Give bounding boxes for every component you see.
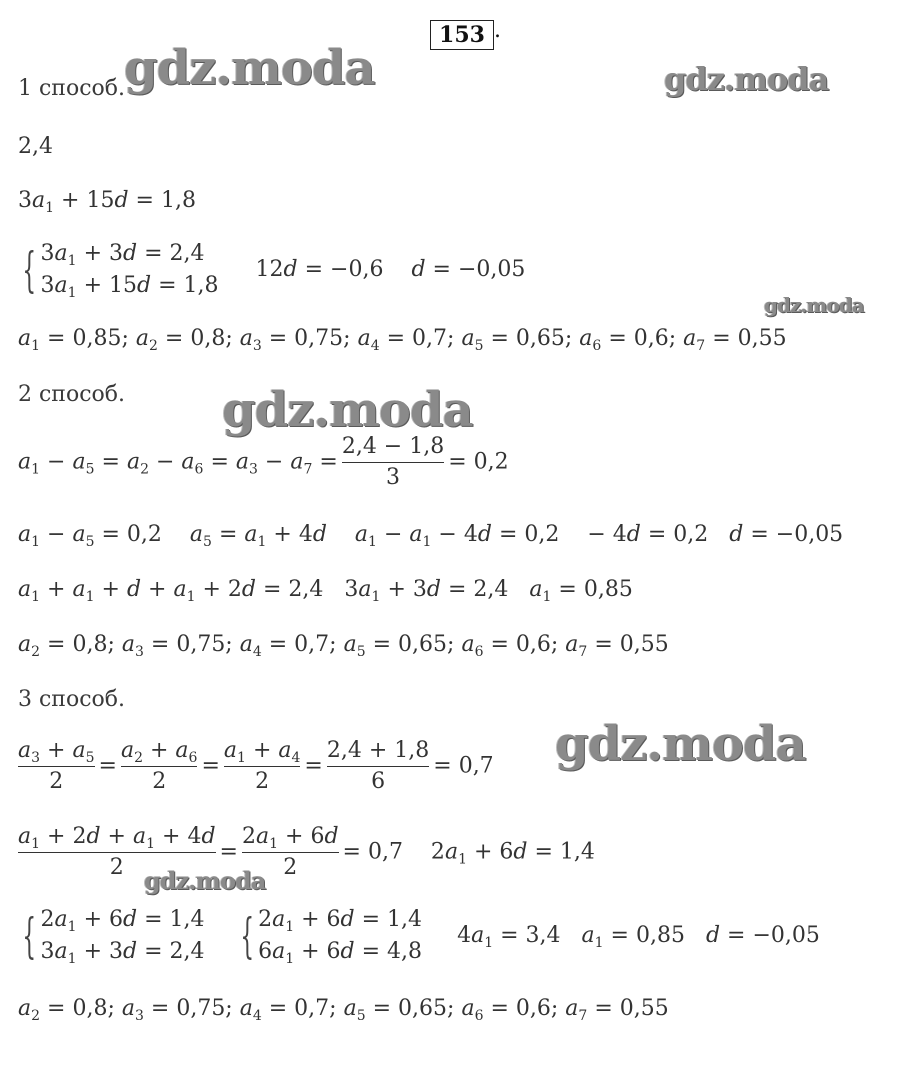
math-line-11: { $2a_1 + 6d = 1,4$ $3a_1 + 3d = 2,4$ { $2a_1 + 6d = 1,4$ $6a_1 + 6d = 4,8$ $4a_1 = 3,4$ $a_1 = 0,85$ d = −0,05	[22, 907, 820, 967]
math-line-9: $\frac{a_3 + a_5}{2}$ = $\frac{a_2 + a_6}{2}$ = $\frac{a_1 + a_4}{2}$ = $\frac{2,4 + 1,8}{6}$ = 0,7	[14, 736, 494, 797]
method-3-heading: 3 способ.	[18, 687, 126, 712]
math-line-8: $a_2 = 0,8$; $a_3 = 0,75$; $a_4 = 0,7$; $a_5 = 0,65$; $a_6 = 0,6$; $a_7 = 0,55$	[18, 632, 669, 660]
watermark-logo: gdz.moda	[222, 382, 473, 438]
problem-number-dot: .	[494, 18, 501, 43]
math-line-5: $a_1 - a_5 = a_2 - a_6 = a_3 - a_7$ = $\frac{2,4 - 1,8}{3}$ = 0,2	[18, 432, 509, 493]
watermark-logo: gdz.moda	[664, 60, 829, 98]
math-line-2: $3a_1 + 15d = 1,8$	[18, 188, 196, 216]
watermark-logo: gdz.moda	[124, 40, 375, 96]
math-line-7: $a_1 + a_1 + d + a_1 + 2d = 2,4$ $3a_1 + 3d = 2,4$ $a_1 = 0,85$	[18, 577, 633, 605]
method-1-heading: 1 способ.	[18, 76, 126, 101]
math-line-12: $a_2 = 0,8$; $a_3 = 0,75$; $a_4 = 0,7$; $a_5 = 0,65$; $a_6 = 0,6$; $a_7 = 0,55$	[18, 996, 669, 1024]
math-line-3: { $3a_1 + 3d = 2,4$ $3a_1 + 15d = 1,8$ 12d = −0,6 d = −0,05	[22, 241, 526, 301]
math-line-10: $\frac{a_1 + 2d + a_1 + 4d}{2}$ = $\frac{2a_1 + 6d}{2}$ = 0,7 $2a_1 + 6d = 1,4$	[14, 822, 595, 883]
watermark-logo: gdz.moda	[144, 866, 266, 895]
watermark-logo: gdz.moda	[555, 716, 806, 772]
math-line-1: 2,4	[18, 134, 53, 159]
problem-number: 153	[430, 20, 494, 50]
math-line-4: $a_1 = 0,85$; $a_2 = 0,8$; $a_3 = 0,75$; $a_4 = 0,7$; $a_5 = 0,65$; $a_6 = 0,6$; $a_7 = 0,55$	[18, 326, 787, 354]
watermark-logo: gdz.moda	[764, 293, 864, 317]
math-line-6: $a_1 - a_5 = 0,2$ $a_5 = a_1 + 4d$ $a_1 - a_1 - 4d = 0,2$ − 4d = 0,2 d = −0,05	[18, 522, 844, 550]
method-2-heading: 2 способ.	[18, 382, 126, 407]
